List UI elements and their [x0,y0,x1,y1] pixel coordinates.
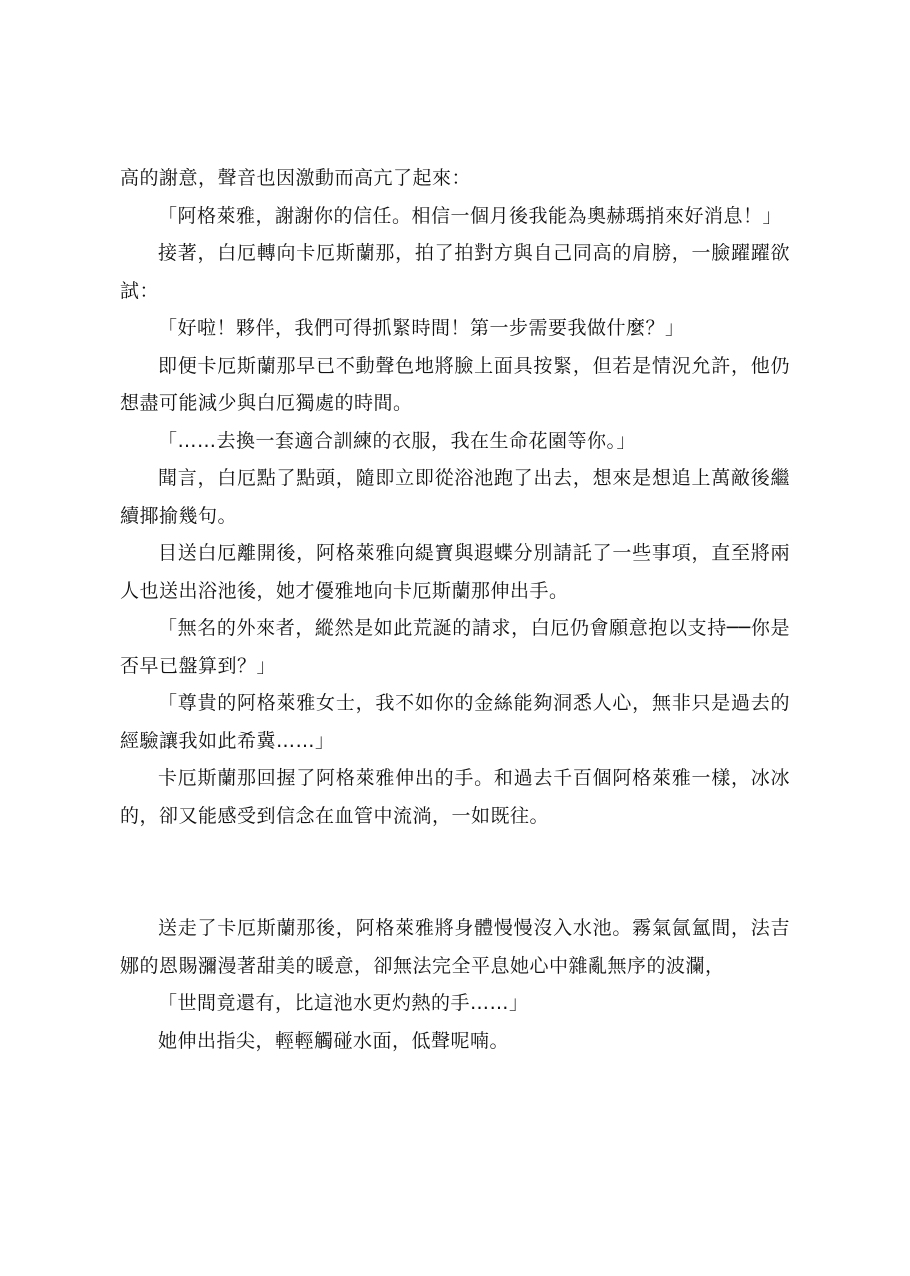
section-2 [120,910,790,1060]
paragraph-narration: 接著，白厄轉向卡厄斯蘭那，拍了拍對方與自己同高的肩膀，一臉躍躍欲試： [120,242,790,302]
paragraph-dialogue: 「好啦！夥伴，我們可得抓緊時間！第一步需要我做什麼？」 [158,317,685,339]
paragraph-dialogue: 「尊貴的阿格萊雅女士，我不如你的金絲能夠洞悉人心，無非只是過去的經驗讓我如此希冀……」 [120,692,790,752]
paragraph-dialogue: 「阿格萊雅，謝謝你的信任。相信一個月後我能為奧赫瑪捎來好消息！」 [158,204,783,227]
paragraph-narration: 聞言，白厄點了點頭，隨即立即從浴池跑了出去，想來是想追上萬敵後繼續揶揄幾句。 [120,467,790,527]
paragraph-narration: 送走了卡厄斯蘭那後，阿格萊雅將身體慢慢沒入水池。霧氣氤氳間，法吉娜的恩賜瀰漫著甜美的暖意，卻無法完全平息她心中雜亂無序的波瀾， [120,917,790,977]
paragraph-dialogue: 「無名的外來者，縱然是如此荒誕的請求，白厄仍會願意抱以支持──你是否早已盤算到？」 [120,617,790,677]
paragraph-dialogue: 「……去換一套適合訓練的衣服，我在生命花園等你。」 [158,429,637,452]
paragraph-narration: 即便卡厄斯蘭那早已不動聲色地將臉上面具按緊，但若是情況允許，他仍想盡可能減少與白厄獨處的時間。 [120,354,790,414]
paragraph-narration: 卡厄斯蘭那回握了阿格萊雅伸出的手。和過去千百個阿格萊雅一樣，冰冰的，卻又能感受到信念在血管中流淌，一如既往。 [120,767,790,827]
paragraph-dialogue: 「世間竟還有，比這池水更灼熱的手……」 [158,992,529,1014]
paragraph-narration: 她伸出指尖，輕輕觸碰水面，低聲呢喃。 [158,1029,510,1052]
section-1 [120,160,790,835]
paragraph-narration: 目送白厄離開後，阿格萊雅向緹寶與遐蝶分別請託了一些事項，直至將兩人也送出浴池後，她才優雅地向卡厄斯蘭那伸出手。 [120,542,790,602]
paragraph-continuation: 高的謝意，聲音也因激動而高亢了起來： [120,167,472,189]
